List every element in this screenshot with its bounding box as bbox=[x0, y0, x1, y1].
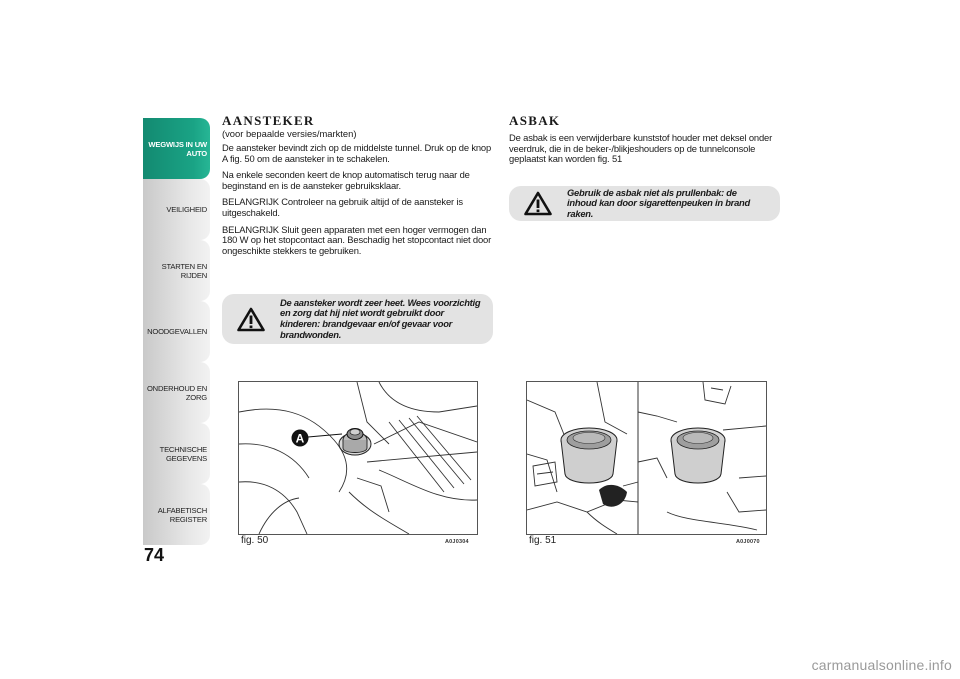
tab-alfabetisch-register[interactable] bbox=[143, 484, 210, 545]
tab-onderhoud-en-zorg[interactable] bbox=[143, 362, 210, 423]
page-number: 74 bbox=[144, 545, 165, 565]
paragraph: BELANGRIJK Sluit geen apparaten met een hoger vermogen dan 180 W op het stopcontact aan. Beschadig het stopcontact niet door ongeschikte stekkers te gebruiken. bbox=[222, 223, 492, 256]
paragraph: De aansteker bevindt zich op de middelste tunnel. Druk op de knop A fig. 50 om de aansteker in te schakelen. bbox=[222, 142, 492, 164]
tab-label: REGISTER bbox=[169, 514, 207, 524]
lighter-illustration bbox=[239, 382, 477, 534]
warning-text: Gebruik de asbak niet als prullenbak: de inhoud kan door sigarettenpeuken in brand raken. bbox=[567, 186, 750, 219]
warning-box-aansteker bbox=[222, 294, 493, 344]
warning-text: De aansteker wordt zeer heet. Wees voorzichtig en zorg dat hij niet wordt gebruikt door kinderen: brandgevaar en/of gevaar voor brandwonden. bbox=[280, 296, 481, 340]
watermark: carmanualsonline.info bbox=[811, 657, 952, 673]
tab-label: WEGWIJS IN UW bbox=[148, 139, 207, 149]
section-aansteker bbox=[222, 114, 494, 262]
tab-wegwijs-in-uw-auto[interactable] bbox=[143, 118, 210, 179]
tab-label: STARTEN EN RIJDEN bbox=[161, 261, 207, 280]
warning-box-asbak bbox=[509, 186, 780, 221]
tab-starten-en-rijden[interactable] bbox=[143, 240, 210, 301]
section-asbak bbox=[509, 114, 781, 171]
figure-ashtray bbox=[526, 381, 767, 535]
warning-triangle-icon bbox=[222, 307, 280, 332]
tab-label: TECHNISCHE bbox=[159, 444, 207, 454]
tab-noodgevallen[interactable] bbox=[143, 301, 210, 362]
tab-technische-gegevens[interactable] bbox=[143, 423, 210, 484]
section-subtitle: (voor bepaalde versies/markten) bbox=[222, 128, 357, 139]
tab-label: GEGEVENS bbox=[165, 453, 207, 463]
paragraph: De asbak is een verwijderbare kunststof houder met deksel onder veerdruk, die in de beker-/blikjeshouders op de tunnelconsole geplaatst kan worden fig. 51 bbox=[509, 132, 773, 165]
ashtray-illustration bbox=[527, 382, 766, 534]
callout-label: A bbox=[295, 431, 305, 446]
tab-label: AUTO bbox=[186, 148, 207, 158]
tab-label: VEILIGHEID bbox=[166, 205, 207, 214]
tab-veiligheid[interactable] bbox=[143, 179, 210, 240]
section-title: ASBAK bbox=[509, 113, 561, 128]
paragraph: Na enkele seconden keert de knop automatisch terug naar de beginstand en is de aansteker gebruiksklaar. bbox=[222, 169, 470, 191]
tab-label: ONDERHOUD EN bbox=[146, 383, 207, 393]
figure-code: A0J0304 bbox=[445, 539, 469, 545]
paragraph: BELANGRIJK Controleer na gebruik altijd of de aansteker is uitgeschakeld. bbox=[222, 196, 463, 218]
figure-label: fig. 51 bbox=[529, 535, 557, 546]
figure-cigarette-lighter bbox=[238, 381, 478, 535]
tab-label: ALFABETISCH bbox=[157, 505, 207, 515]
figure-code: A0J0070 bbox=[736, 539, 760, 545]
tab-label: ZORG bbox=[185, 392, 207, 402]
figure-label: fig. 50 bbox=[241, 535, 269, 546]
section-title: AANSTEKER bbox=[222, 113, 315, 128]
tab-label: NOODGEVALLEN bbox=[147, 327, 207, 336]
warning-triangle-icon bbox=[509, 191, 567, 216]
